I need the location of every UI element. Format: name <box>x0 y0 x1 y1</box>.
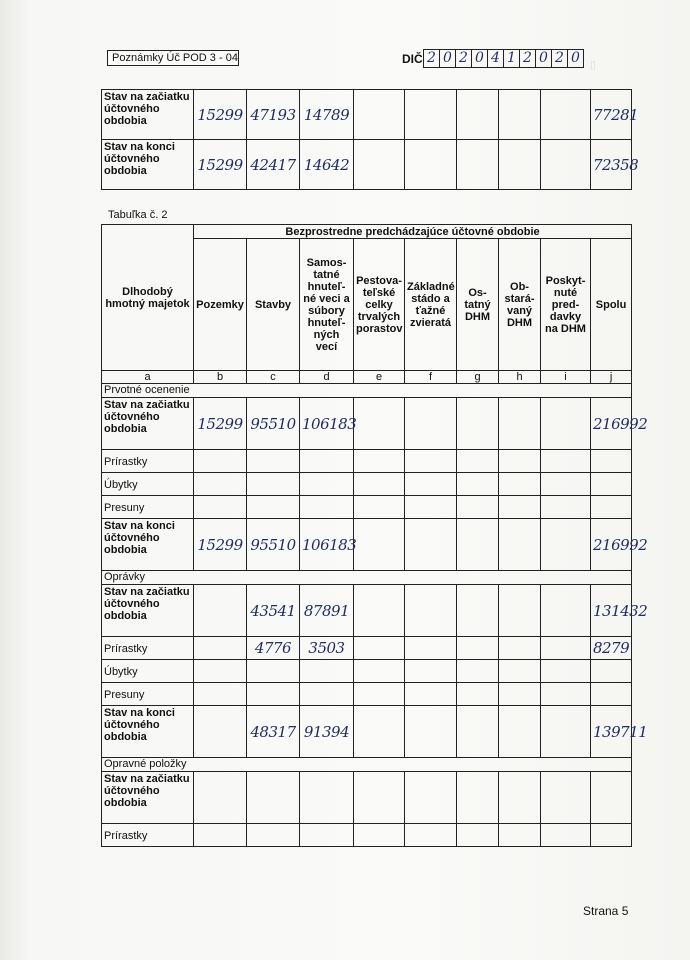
dic-digit-box: 0 <box>535 49 552 68</box>
value-cell: 139711 <box>591 706 632 758</box>
value-cell <box>405 824 457 847</box>
value-cell <box>499 706 541 758</box>
value-cell <box>591 473 632 496</box>
column-letter: h <box>499 371 541 384</box>
value-cell: 15299 <box>194 90 247 140</box>
value-cell <box>405 683 457 706</box>
table-row <box>102 637 632 660</box>
table-row <box>102 824 632 847</box>
value-cell: 77281 <box>591 90 632 140</box>
value-cell <box>499 450 541 473</box>
value-cell: 72358 <box>591 140 632 190</box>
value-cell <box>194 585 247 637</box>
value-cell <box>591 772 632 824</box>
value-cell: 216992 <box>591 398 632 450</box>
value-cell <box>194 496 247 519</box>
value-cell <box>541 706 591 758</box>
value-cell <box>499 140 541 190</box>
value-cell: 14789 <box>300 90 354 140</box>
section-row <box>102 758 632 772</box>
value-cell <box>541 824 591 847</box>
value-cell <box>247 450 300 473</box>
value-cell <box>354 90 405 140</box>
value-cell <box>300 660 354 683</box>
column-letter: j <box>591 371 632 384</box>
row-label: Úbytky <box>102 660 194 683</box>
dic-boxes <box>424 49 584 68</box>
page-number: Strana 5 <box>583 904 629 918</box>
value-cell <box>354 683 405 706</box>
value-cell <box>457 706 499 758</box>
value-cell <box>247 496 300 519</box>
value-cell <box>354 706 405 758</box>
value-cell: 47193 <box>247 90 300 140</box>
value-cell: 106183 <box>300 519 354 571</box>
value-cell <box>354 772 405 824</box>
col-header-asset: Dlhodobý hmotný majetok <box>102 225 194 371</box>
value-cell <box>457 683 499 706</box>
value-cell <box>354 519 405 571</box>
dic-digit-box: 2 <box>455 49 472 68</box>
value-cell: 95510 <box>247 398 300 450</box>
row-label: Stav na konci účtovného obdobia <box>102 519 194 571</box>
value-cell: 43541 <box>247 585 300 637</box>
column-header: Stavby <box>247 239 300 371</box>
value-cell <box>457 585 499 637</box>
value-cell <box>541 496 591 519</box>
dic-label: DIČ <box>402 52 423 66</box>
value-cell <box>354 824 405 847</box>
value-cell <box>247 824 300 847</box>
column-letter: b <box>194 371 247 384</box>
section-title: Opravné položky <box>102 758 632 772</box>
value-cell <box>499 660 541 683</box>
value-cell <box>541 683 591 706</box>
value-cell <box>354 660 405 683</box>
value-cell <box>300 683 354 706</box>
value-cell <box>591 660 632 683</box>
value-cell <box>499 473 541 496</box>
value-cell <box>405 473 457 496</box>
value-cell: 42417 <box>247 140 300 190</box>
row-label: Presuny <box>102 683 194 706</box>
value-cell <box>354 140 405 190</box>
value-cell <box>499 772 541 824</box>
value-cell <box>591 496 632 519</box>
value-cell <box>247 772 300 824</box>
value-cell <box>247 660 300 683</box>
top-table <box>101 89 639 190</box>
value-cell <box>194 683 247 706</box>
value-cell <box>405 772 457 824</box>
column-header: Pozemky <box>194 239 247 371</box>
value-cell <box>591 450 632 473</box>
column-letter: f <box>405 371 457 384</box>
dic-digit-box: 0 <box>567 49 584 68</box>
value-cell <box>499 398 541 450</box>
show-through-marks: ▯ <box>590 59 597 71</box>
column-letter: i <box>541 371 591 384</box>
value-cell <box>405 637 457 660</box>
column-header: Základné stádo a ťažné zvieratá <box>405 239 457 371</box>
table-row <box>102 706 632 758</box>
value-cell <box>457 519 499 571</box>
section-row <box>102 571 632 585</box>
row-label: Stav na začiatku účtovného obdobia <box>102 398 194 450</box>
value-cell <box>354 450 405 473</box>
value-cell <box>405 496 457 519</box>
value-cell: 95510 <box>247 519 300 571</box>
table-row <box>102 450 632 473</box>
value-cell <box>499 519 541 571</box>
value-cell <box>354 496 405 519</box>
column-letter: g <box>457 371 499 384</box>
value-cell <box>405 140 457 190</box>
dic-digit-box: 0 <box>439 49 456 68</box>
column-letter: e <box>354 371 405 384</box>
section-row <box>102 384 632 398</box>
value-cell <box>541 90 591 140</box>
form-label: Poznámky Úč POD 3 - 04 <box>107 50 239 66</box>
value-cell: 15299 <box>194 398 247 450</box>
value-cell: 15299 <box>194 519 247 571</box>
value-cell: 3503 <box>300 637 354 660</box>
value-cell <box>457 824 499 847</box>
table-row <box>102 398 632 450</box>
section-title: Oprávky <box>102 571 632 585</box>
dic-digit-box: 2 <box>423 49 440 68</box>
value-cell: 4776 <box>247 637 300 660</box>
value-cell: 106183 <box>300 398 354 450</box>
row-label: Úbytky <box>102 473 194 496</box>
table-row <box>102 660 632 683</box>
value-cell <box>541 473 591 496</box>
row-label: Stav na začiatku účtovného obdobia <box>102 585 194 637</box>
value-cell <box>194 660 247 683</box>
value-cell <box>300 496 354 519</box>
value-cell <box>541 398 591 450</box>
column-header: Ob-stará-vaný DHM <box>499 239 541 371</box>
table-row <box>102 519 632 571</box>
value-cell: 216992 <box>591 519 632 571</box>
value-cell <box>457 660 499 683</box>
column-letter: a <box>102 371 194 384</box>
value-cell <box>541 140 591 190</box>
value-cell <box>457 473 499 496</box>
value-cell: 8279 <box>591 637 632 660</box>
value-cell <box>591 683 632 706</box>
table-caption: Tabuľka č. 2 <box>108 209 168 221</box>
value-cell <box>457 140 499 190</box>
column-header: Os-tatný DHM <box>457 239 499 371</box>
value-cell <box>457 398 499 450</box>
value-cell: 15299 <box>194 140 247 190</box>
row-label: Stav na konci účtovného obdobia <box>102 140 194 190</box>
table-row <box>102 496 632 519</box>
value-cell <box>405 585 457 637</box>
value-cell <box>194 772 247 824</box>
dic-digit-box: 4 <box>487 49 504 68</box>
table-row <box>102 772 632 824</box>
value-cell <box>194 706 247 758</box>
value-cell <box>300 450 354 473</box>
table-row <box>102 140 632 190</box>
value-cell <box>300 473 354 496</box>
value-cell <box>457 496 499 519</box>
column-letter: d <box>300 371 354 384</box>
value-cell <box>457 90 499 140</box>
fixed-assets-table <box>101 224 648 847</box>
section-title: Prvotné ocenenie <box>102 384 632 398</box>
value-cell <box>457 772 499 824</box>
value-cell <box>541 519 591 571</box>
value-cell <box>247 683 300 706</box>
value-cell <box>499 496 541 519</box>
value-cell <box>354 637 405 660</box>
value-cell <box>457 450 499 473</box>
table-row <box>102 585 632 637</box>
value-cell: 87891 <box>300 585 354 637</box>
value-cell <box>457 637 499 660</box>
value-cell <box>499 683 541 706</box>
dic-digit-box: 2 <box>551 49 568 68</box>
row-label: Stav na konci účtovného obdobia <box>102 706 194 758</box>
value-cell <box>405 450 457 473</box>
row-label: Prírastky <box>102 637 194 660</box>
value-cell: 131432 <box>591 585 632 637</box>
table-row <box>102 683 632 706</box>
value-cell <box>300 824 354 847</box>
column-header: Pestova-teľské celky trvalých porastov <box>354 239 405 371</box>
value-cell <box>499 585 541 637</box>
row-label: Stav na začiatku účtovného obdobia <box>102 90 194 140</box>
value-cell: 48317 <box>247 706 300 758</box>
value-cell <box>405 706 457 758</box>
value-cell <box>194 473 247 496</box>
value-cell <box>405 398 457 450</box>
value-cell <box>354 398 405 450</box>
column-letter: c <box>247 371 300 384</box>
row-label: Stav na začiatku účtovného obdobia <box>102 772 194 824</box>
value-cell <box>405 660 457 683</box>
value-cell <box>405 90 457 140</box>
value-cell <box>194 637 247 660</box>
column-header: Poskyt-nuté pred-davky na DHM <box>541 239 591 371</box>
row-label: Prírastky <box>102 824 194 847</box>
value-cell <box>405 519 457 571</box>
value-cell <box>499 637 541 660</box>
dic-digit-box: 0 <box>471 49 488 68</box>
dic-digit-box: 2 <box>519 49 536 68</box>
value-cell <box>591 824 632 847</box>
value-cell <box>354 473 405 496</box>
value-cell <box>499 90 541 140</box>
value-cell <box>541 585 591 637</box>
value-cell <box>541 660 591 683</box>
value-cell <box>541 772 591 824</box>
column-header: Spolu <box>591 239 632 371</box>
row-label: Prírastky <box>102 450 194 473</box>
dic-digit-box: 1 <box>503 49 520 68</box>
value-cell: 14642 <box>300 140 354 190</box>
value-cell: 91394 <box>300 706 354 758</box>
table-row <box>102 90 632 140</box>
table-row <box>102 473 632 496</box>
group-header: Bezprostredne predchádzajúce účtovné obdobie <box>194 225 632 239</box>
column-header: Samos-tatné hnuteľ-né veci a súbory hnuteľ-ných vecí <box>300 239 354 371</box>
value-cell <box>541 450 591 473</box>
value-cell <box>541 637 591 660</box>
value-cell <box>247 473 300 496</box>
row-label: Presuny <box>102 496 194 519</box>
value-cell <box>300 772 354 824</box>
value-cell <box>354 585 405 637</box>
value-cell <box>499 824 541 847</box>
value-cell <box>194 450 247 473</box>
value-cell <box>194 824 247 847</box>
